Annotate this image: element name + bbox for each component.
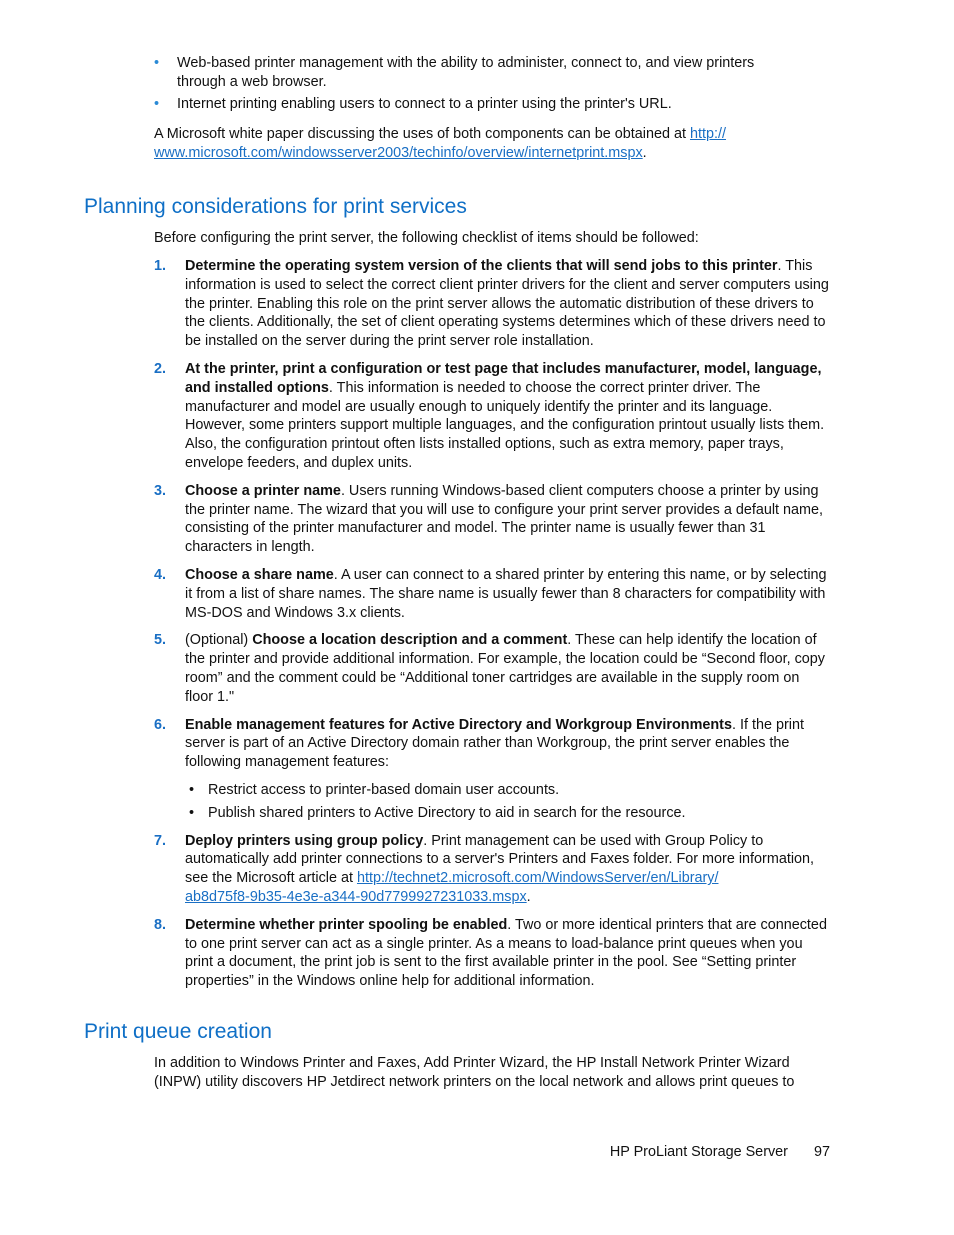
step-number: 8. [154,916,167,933]
list-item [154,95,794,114]
step-number: 2. [154,360,167,377]
step-title: Determine the operating system version of the clients that will send jobs to this printer [185,258,778,274]
step-number: 1. [154,258,167,274]
checklist-step [154,566,830,622]
bullet-icon: • [154,55,160,71]
footer-product-name: HP ProLiant Storage Server [609,1144,788,1160]
step-text: . If the print server is part of an Active Directory domain rather than Workgroup, the print server enables the following management features: [185,716,804,771]
checklist-step [154,716,830,823]
step-title: At the printer, print a configuration or test page that includes manufacturer, model, language, and installed options [185,360,822,396]
section-lead-paragraph: Before configuring the print server, the following checklist of items should be followed: [154,230,699,246]
bullet-icon: • [154,95,160,112]
management-features-list [185,781,830,823]
technet-article-link[interactable]: http://technet2.microsoft.com/WindowsServer/en/Library/ ab8d75f8-9b35-4e3e-a344-90d7799927231033.mspx [185,870,719,905]
intro-paragraph: A Microsoft white paper discussing the uses of both components can be obtained at http:// www.microsoft.com/windowsserver2003/techinfo/overview/internetprint.mspx. [154,126,726,161]
list-item: • Restrict access to printer-based domain user accounts. [189,781,560,798]
step-title: Choose a location description and a comment [252,632,568,649]
checklist-step [154,257,830,351]
bullet-icon: • [189,804,195,821]
step-text: . These can help identify the location of the printer and provide additional information. For example, the location could be “Second floor, copy room” and the comment could be “Additional toner cartridges are available in the supply room on floor 1." [185,632,825,705]
page-footer [560,1143,830,1162]
list-item-text: Web-based printer management with the ability to administer, connect to, and view printers through a web browser. [177,55,755,90]
step-title: Enable management features for Active Directory and Workgroup Environments [185,716,732,733]
checklist-step [154,482,830,557]
list-item-text: Internet printing enabling users to connect to a printer using the printer's URL. [177,95,672,112]
step-title: Choose a printer name [185,482,341,499]
section-heading-print-queue: Print queue creation [84,1020,272,1043]
step-number: 6. [154,716,167,733]
list-item: • Publish shared printers to Active Directory to aid in search for the resource. [189,804,686,821]
step-number: 7. [154,832,167,849]
checklist-steps [154,257,830,1000]
intro-bullet-list [154,54,794,116]
section-heading-planning: Planning considerations for print services [84,195,467,218]
step-prefix: (Optional) [185,632,253,649]
page-number: 97 [813,1144,830,1160]
step-title: Choose a share name [185,566,334,583]
step-text: . A user can connect to a shared printer by entering this name, or by selecting it from a list of share names. The share name is usually fewer than 8 characters for compatibility with MS-DOS and Windows 3.x clients. [185,566,827,621]
checklist-step: 7. Deploy printers using group policy. Print management can be used with Group Policy to automatically add printer connections to a server's Printers and Faxes folder. For more information, see the Microsoft article at http://technet2.microsoft.com/WindowsServer/en/Library/ ab8d75f8-9b35-4e3e-a344-90d7799927231033.mspx. [154,832,815,905]
checklist-step [154,916,830,991]
step-text: . Two or more identical printers that are connected to one print server can act as a single printer. As a means to load-balance print queues when you print a document, the print job is sent to the first available printer in the pool. See “Setting printer properties” in the Windows online help for additional information. [185,916,827,990]
checklist-step [154,360,830,473]
step-title: Deploy printers using group policy [185,832,424,849]
step-number: 3. [154,482,167,499]
step-text: . Users running Windows-based client computers choose a printer by using the printer name. The wizard that you will use to configure your print server provides a default name, consisting of the printer manufacturer and model. The printer name is usually fewer than 31 characters in length. [185,482,824,556]
step-number: 4. [154,566,167,583]
step-title: Determine whether printer spooling be enabled [185,916,508,933]
step-text: . This information is used to select the correct client printer drivers for the client and server computers using the printer. Enabling this role on the print server allows the automatic distribution of these drivers to the clients. Additionally, the set of client operating systems determines which of these drivers need to be installed on the server during the print server role installation. [185,258,829,350]
bullet-icon: • [189,781,195,798]
whitepaper-link[interactable]: http:// www.microsoft.com/windowsserver2003/techinfo/overview/internetprint.mspx [154,126,726,161]
step-text: . Print management can be used with Group Policy to automatically add printer connections to a server's Printers and Faxes folder. For more information, see the Microsoft article at [185,832,815,887]
step-number: 5. [154,632,167,649]
list-item [154,54,794,92]
print-queue-paragraph: In addition to Windows Printer and Faxes, Add Printer Wizard, the HP Install Network Printer Wizard (INPW) utility discovers HP Jetdirect network printers on the local network and allows print queues to [154,1055,795,1090]
step-text: . This information is needed to choose the correct printer driver. The manufacturer and model are usually enough to uniquely identify the printer and its language. However, some printers support multiple languages, and the configuration printout usually lists them. Also, the configuration printout often lists installed options, such as extra memory, paper trays, envelope feeders, and duplex units. [185,379,825,471]
checklist-step [154,631,830,706]
